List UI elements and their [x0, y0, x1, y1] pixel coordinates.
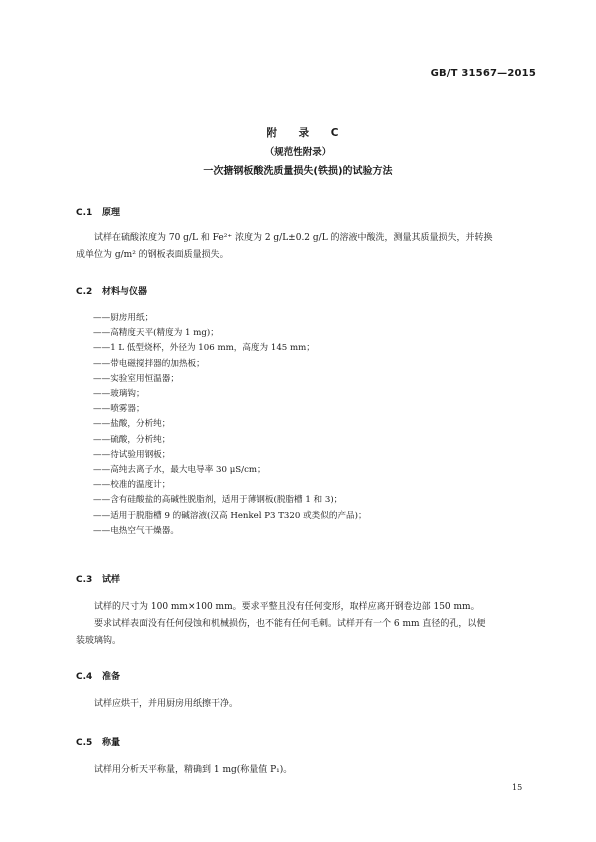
- list-item: ——校准的温度计；: [93, 480, 171, 491]
- section-heading-c5: [76, 735, 120, 748]
- section-number: C.1: [76, 208, 93, 218]
- list-item: ——玻璃钩；: [93, 389, 145, 400]
- section-heading-c2: [76, 284, 147, 297]
- page-number: 15: [512, 783, 523, 792]
- text-line: 试样在硫酸浓度为 70 g/L 和 Fe²⁺ 浓度为 2 g/L±0.2 g/L 的溶液中酸洗，测量其质量损失，并转换: [94, 233, 493, 243]
- list-item: ——厨房用纸；: [93, 313, 154, 323]
- list-item: ——盐酸，分析纯；: [93, 419, 171, 430]
- list-item: ——高精度天平(精度为 1 mg)；: [93, 328, 219, 339]
- list-item: ——喷雾器；: [93, 404, 145, 415]
- text-line: 成单位为 g/m² 的钢板表面质量损失。: [76, 250, 229, 260]
- section-title: 原理: [102, 208, 121, 218]
- list-item: ——电热空气干燥器。: [93, 525, 179, 536]
- annex-name: 一次搪钢板酸洗质量损失(铁损)的试验方法: [203, 166, 393, 177]
- list-item: ——实验室用恒温器；: [93, 373, 179, 384]
- list-item: ——高纯去离子水，最大电导率 30 μS/cm；: [93, 465, 266, 476]
- standard-code: GB/T 31567—2015: [430, 68, 536, 79]
- materials-list: [93, 311, 367, 539]
- text-line: 试样用分析天平称量，精确到 1 mg(称量值 P₁)。: [94, 765, 293, 775]
- list-item: ——适用于脱脂槽 9 的碱溶液(汉高 Henkel P3 T320 或类似的产品)；: [93, 510, 367, 521]
- annex-title: 附 录 C: [266, 127, 348, 139]
- list-item: ——含有硅酸盐的高碱性脱脂剂，适用于薄钢板(脱脂槽 1 和 3)；: [93, 495, 343, 506]
- section-title: 材料与仪器: [102, 287, 148, 297]
- text-line: 装玻璃钩。: [76, 636, 122, 646]
- section-heading-c4: [76, 669, 120, 682]
- section-title: 试样: [102, 575, 121, 585]
- list-item: ——1 L 低型烧杯，外径为 106 mm，高度为 145 mm；: [93, 343, 315, 354]
- text-line: 试样应烘干，并用厨房用纸擦干净。: [94, 699, 239, 709]
- text-line: 要求试样表面没有任何侵蚀和机械损伤，也不能有任何毛刺。试样开有一个 6 mm 直径的孔，以便: [94, 619, 486, 629]
- text-line: 试样的尺寸为 100 mm×100 mm。要求平整且没有任何变形，取样应离开钢卷边部 150 mm。: [94, 602, 480, 612]
- section-title: 称量: [102, 738, 121, 748]
- section-title: 准备: [102, 672, 121, 682]
- section-number: C.3: [76, 575, 93, 585]
- c1-paragraph: [76, 230, 526, 264]
- section-number: C.4: [76, 672, 93, 682]
- section-number: C.2: [76, 287, 93, 297]
- list-item: ——带电磁搅拌器的加热板；: [93, 358, 205, 369]
- list-item: ——待试验用钢板；: [93, 449, 171, 460]
- c4-paragraph: [76, 696, 526, 713]
- section-heading-c3: [76, 572, 120, 585]
- list-item: ——硫酸，分析纯；: [93, 434, 171, 445]
- section-heading-c1: [76, 205, 120, 218]
- annex-nature: （规范性附录）: [264, 147, 332, 158]
- section-number: C.5: [76, 738, 93, 748]
- c3-paragraph: [76, 599, 526, 650]
- c5-paragraph: [76, 762, 526, 779]
